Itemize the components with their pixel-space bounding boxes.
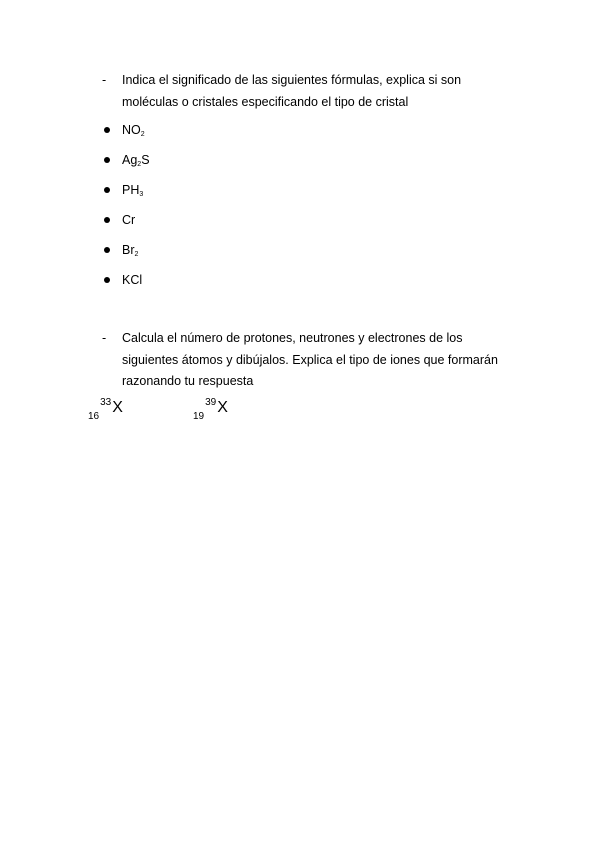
formula-item <box>102 240 150 270</box>
atomic-number: 19 <box>193 411 205 422</box>
question-1-text: Indica el significado de las siguientes fórmulas, explica si son moléculas o cristales especificando el tipo de cristal <box>122 73 462 109</box>
bullet-icon <box>104 187 110 193</box>
formula-subscript: 2 <box>137 161 142 168</box>
formula-base: Br <box>122 243 135 257</box>
mass-number: 39 <box>205 397 217 408</box>
formula-rest: S <box>141 153 150 167</box>
formula-base: Ag <box>122 153 138 167</box>
formula-item <box>102 270 150 300</box>
bullet-icon <box>104 277 110 283</box>
bullet-icon <box>104 127 110 133</box>
formula-list <box>102 120 150 300</box>
atomic-number: 16 <box>88 411 100 422</box>
nuclide-notation <box>88 398 123 420</box>
formula-subscript: 3 <box>139 191 144 198</box>
dash-marker: - <box>102 331 107 345</box>
element-symbol: X <box>217 399 228 416</box>
formula-item <box>102 210 150 240</box>
bullet-icon <box>104 247 110 253</box>
bullet-icon <box>104 157 110 163</box>
formula-base: PH <box>122 183 140 197</box>
formula-base: NO <box>122 123 141 137</box>
question-2-text: Calcula el número de protones, neutrones y electrones de los siguientes átomos y dibújalos. Explica el tipo de iones que formarán razonando tu respuesta <box>122 331 498 388</box>
formula-base: KCl <box>122 273 143 287</box>
bullet-icon <box>104 217 110 223</box>
formula-item <box>102 120 150 150</box>
formula-item <box>102 150 150 180</box>
formula-base: Cr <box>122 213 136 227</box>
formula-subscript: 2 <box>134 251 139 258</box>
formula-item <box>102 180 150 210</box>
formula-subscript: 2 <box>140 131 145 138</box>
nuclide-notation <box>193 398 228 420</box>
dash-marker: - <box>102 73 107 87</box>
question-2 <box>100 328 500 393</box>
mass-number: 33 <box>100 397 112 408</box>
element-symbol: X <box>112 399 123 416</box>
question-1 <box>100 70 500 113</box>
